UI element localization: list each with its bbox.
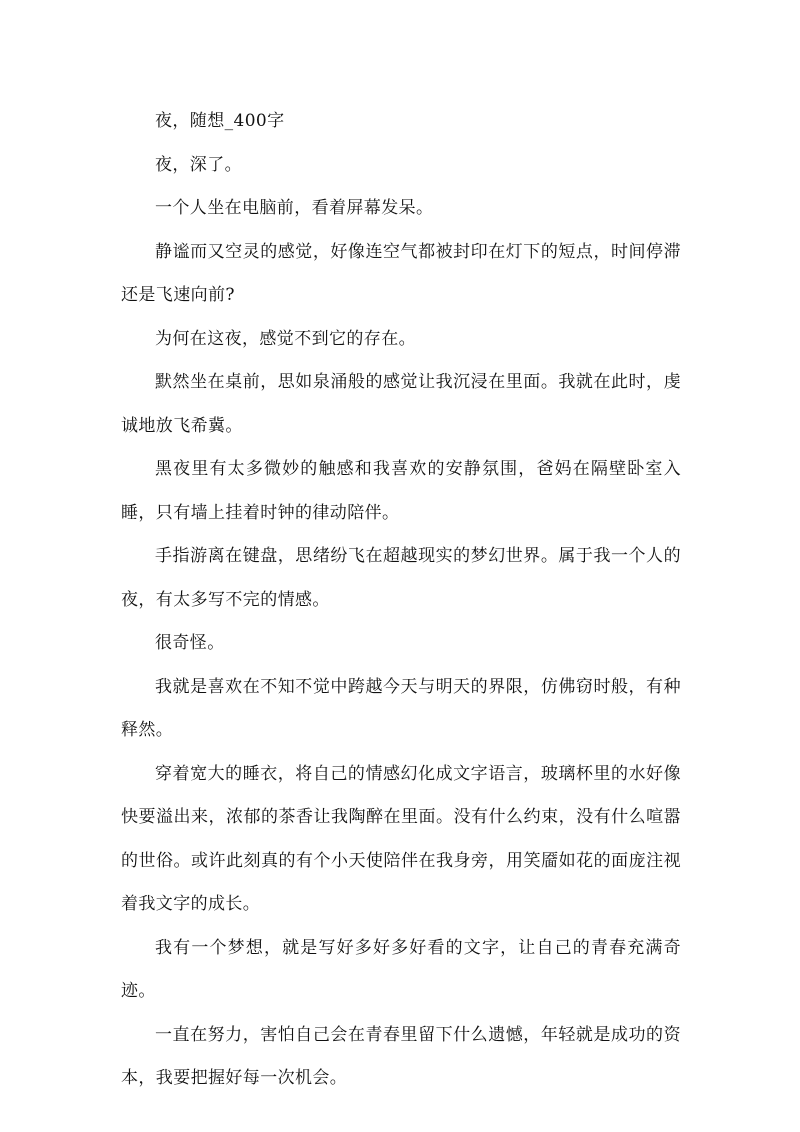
article-body [121, 100, 681, 1101]
paragraph: 为何在这夜，感觉不到它的存在。 [155, 328, 416, 349]
article-title: 夜，随想_400字 [155, 111, 285, 131]
paragraph: 夜，深了。 [155, 154, 242, 175]
paragraph: 手指游离在键盘，思绪纷飞在超越现实的梦幻世界。属于我一个人的夜，有太多写不完的情感。 [121, 546, 681, 610]
paragraph: 一直在努力，害怕自己会在青春里留下什么遗憾，年轻就是成功的资本，我要把握好每一次机会。 [121, 1024, 681, 1088]
paragraph: 很奇怪。 [155, 633, 225, 653]
paragraph: 一个人坐在电脑前，看着屏幕发呆。 [155, 198, 434, 218]
paragraph: 黑夜里有太多微妙的触感和我喜欢的安静氛围，爸妈在隔壁卧室入睡，只有墙上挂着时钟的律动陪伴。 [121, 459, 681, 523]
paragraph: 静谧而又空灵的感觉，好像连空气都被封印在灯下的短点，时间停滞还是飞速向前? [121, 241, 681, 305]
paragraph: 穿着宽大的睡衣，将自己的情感幻化成文字语言，玻璃杯里的水好像快要溢出来，浓郁的茶香让我陶醉在里面。没有什么约束，没有什么喧嚣的世俗。或许此刻真的有个小天使陪伴在我身旁，用笑靥如花的面庞注视着我文字的成长。 [121, 763, 681, 914]
paragraph: 我就是喜欢在不知不觉中跨越今天与明天的界限，仿佛窃时般，有种释然。 [121, 676, 681, 740]
paragraph: 我有一个梦想，就是写好多好多好看的文字，让自己的青春充满奇迹。 [121, 937, 681, 1001]
paragraph: 默然坐在桌前，思如泉涌般的感觉让我沉浸在里面。我就在此时，虔诚地放飞希冀。 [121, 372, 681, 436]
